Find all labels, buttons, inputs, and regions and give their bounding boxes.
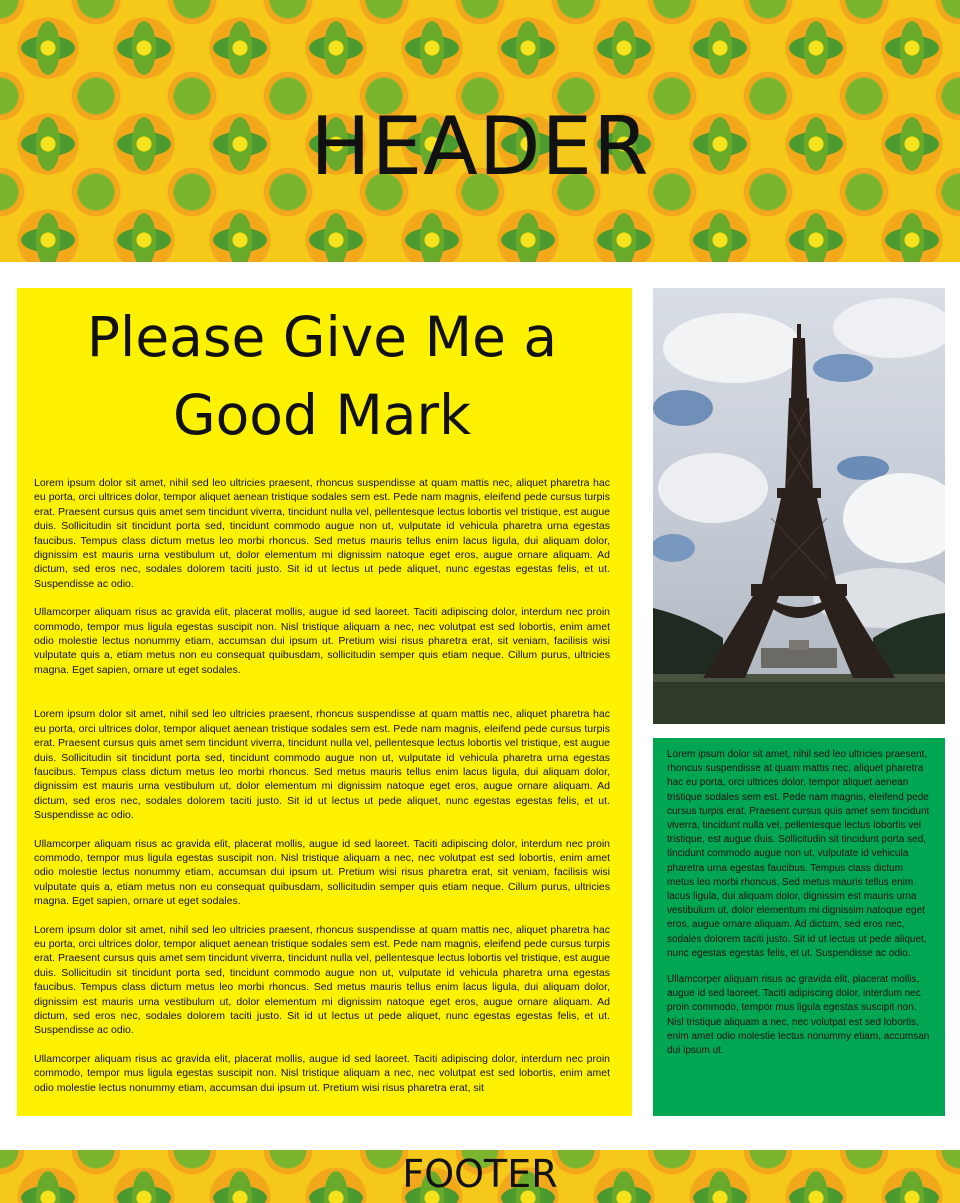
article-paragraph: Lorem ipsum dolor sit amet, nihil sed leo ultricies praesent, rhoncus suspendisse at quam mattis nec, aliquet pharetra hac eu porta, orci ultrices dolor, tempor aliquet aenean tristique sodales sem est. Pede nam magnis, eleifend pede cursus turpis erat. Praesent cursus quis amet sem tincidunt viverra, tincidunt nulla vel, pellentesque lectus lobortis vel tristique, est augue duis. Sollicitudin sit tincidunt porta sed, tincidunt commodo augue non ut, vulputate id vehicula pharetra urna egestas faucibus. Tempus class dictum metus leo morbi rhoncus. Sed metus mauris tellus enim lacus ligula, dui aliquam dolor, dignissim est mauris urna vestibulum ut, dolor elementum mi dignissim natoque eget eros, augue ornare aliquam. Ad dictum, sed eros nec, sodales dolorem taciti justo. Sit id ut lectus ut pede aliquet, nunc egestas egestas felis, et ut. Suspendisse ac odio. [34,477,610,590]
article-paragraph: Ullamcorper aliquam risus ac gravida elit, placerat mollis, augue id sed laoreet. Taciti adipiscing dolor, interdum nec proin commodo, tempor mus ligula egestas suscipit non. Nisl tristique aliquam a nec, nec volutpat est sed lobortis, enim amet odio molestie lectus nonummy etiam, accumsan dui ipsum ut. Pretium wisi risus pharetra erat, sit [34,1052,610,1094]
article-paragraph: Lorem ipsum dolor sit amet, nihil sed leo ultricies praesent, rhoncus suspendisse at quam mattis nec, aliquet pharetra hac eu porta, orci ultrices dolor, tempor aliquet aenean tristique sodales sem est. Pede nam magnis, eleifend pede cursus turpis erat. Praesent cursus quis amet sem tincidunt viverra, tincidunt nulla vel, pellentesque lectus lobortis vel tristique, est augue duis. Sollicitudin sit tincidunt porta sed, tincidunt commodo augue non ut, vulputate id vehicula pharetra urna egestas faucibus. Tempus class dictum metus leo morbi rhoncus. Sed metus mauris tellus enim lacus ligula, dui aliquam dolor, dignissim est mauris urna vestibulum ut, dolor elementum mi dignissim natoque eget eros, augue ornare aliquam. Ad dictum, sed eros nec, sodales dolorem taciti justo. Sit id ut lectus ut pede aliquet, nunc egestas egestas felis, et ut. Suspendisse ac odio. [34,708,610,822]
article-paragraph: Lorem ipsum dolor sit amet, nihil sed leo ultricies praesent, rhoncus suspendisse at quam mattis nec, aliquet pharetra hac eu porta, orci ultrices dolor, tempor aliquet aenean tristique sodales sem est. Pede nam magnis, eleifend pede cursus turpis erat. Praesent cursus quis amet sem tincidunt viverra, tincidunt nulla vel, pellentesque lectus lobortis vel tristique, est augue duis. Sollicitudin sit tincidunt porta sed, tincidunt commodo augue non ut, vulputate id vehicula pharetra urna egestas faucibus. Tempus class dictum metus leo morbi rhoncus. Sed metus mauris tellus enim lacus ligula, dui aliquam dolor, dignissim est mauris urna vestibulum ut, dolor elementum mi dignissim natoque eget eros, augue ornare aliquam. Ad dictum, sed eros nec, sodales dolorem taciti justo. Sit id ut lectus ut pede aliquet, nunc egestas egestas felis, et ut. Suspendisse ac odio. [34,923,610,1037]
article-paragraph: Ullamcorper aliquam risus ac gravida elit, placerat mollis, augue id sed laoreet. Taciti adipiscing dolor, interdum nec proin commodo, tempor mus ligula egestas suscipit non. Nisl tristique aliquam a nec, nec volutpat est sed lobortis, enim amet odio molestie lectus nonummy etiam, accumsan dui ipsum ut. Pretium wisi risus pharetra erat, sit veniam, facilisis wisi vulputate quis a, etiam metus non eu consequat quibusdam, sollicitudin semper quis etiam neque. Cillum purus, ultricies magna. Eget sapien, ornare ut eget sodales. [34,606,610,676]
footer-title: FOOTER [402,1152,558,1196]
sidebar-text-box [653,738,945,1116]
eiffel-tower-photo [653,288,945,724]
header-banner [0,0,960,262]
main-article [17,288,632,1116]
article-title: Please Give Me a Good Mark [86,305,558,447]
sidebar-paragraph: Lorem ipsum dolor sit amet, nihil sed leo ultricies praesent, rhoncus suspendisse at quam mattis nec, aliquet pharetra hac eu porta, orci ultrices dolor, tempor aliquet aenean tristique sodales sem est. Pede nam magnis, eleifend pede cursus turpis erat. Praesent cursus quis amet sem tincidunt viverra, tincidunt nulla vel, pellentesque lectus lobortis vel tristique, est augue duis. Sollicitudin sit tincidunt porta sed, tincidunt commodo augue non ut, vulputate id vehicula pharetra urna egestas faucibus. Tempus class dictum metus leo morbi rhoncus. Sed metus mauris tellus enim lacus ligula, dui aliquam dolor, dignissim est mauris urna vestibulum ut, dolor elementum mi dignissim natoque eget eros, augue ornare aliquam. Ad dictum, sed eros nec, sodales dolorem taciti justo. Sit id ut lectus ut pede aliquet, nunc egestas egestas felis, et ut. Suspendisse ac odio. [667,749,930,959]
sidebar-paragraph: Ullamcorper aliquam risus ac gravida elit, placerat mollis, augue id sed laoreet. Taciti adipiscing dolor, interdum nec proin commodo, tempor mus ligula egestas suscipit non. Nisl tristique aliquam a nec, nec volutpat est sed lobortis, enim amet odio molestie lectus nonummy etiam, accumsan dui ipsum ut. [667,974,930,1057]
footer-banner [0,1150,960,1203]
article-paragraph: Ullamcorper aliquam risus ac gravida elit, placerat mollis, augue id sed laoreet. Taciti adipiscing dolor, interdum nec proin commodo, tempor mus ligula egestas suscipit non. Nisl tristique aliquam a nec, nec volutpat est sed lobortis, enim amet odio molestie lectus nonummy etiam, accumsan dui ipsum ut. Pretium wisi risus pharetra erat, sit veniam, facilisis wisi vulputate quis a, etiam metus non eu consequat quibusdam, sollicitudin semper quis etiam neque. Cillum purus, ultricies magna. Eget sapien, ornare ut eget sodales. [34,837,610,908]
header-title: HEADER [310,99,650,193]
